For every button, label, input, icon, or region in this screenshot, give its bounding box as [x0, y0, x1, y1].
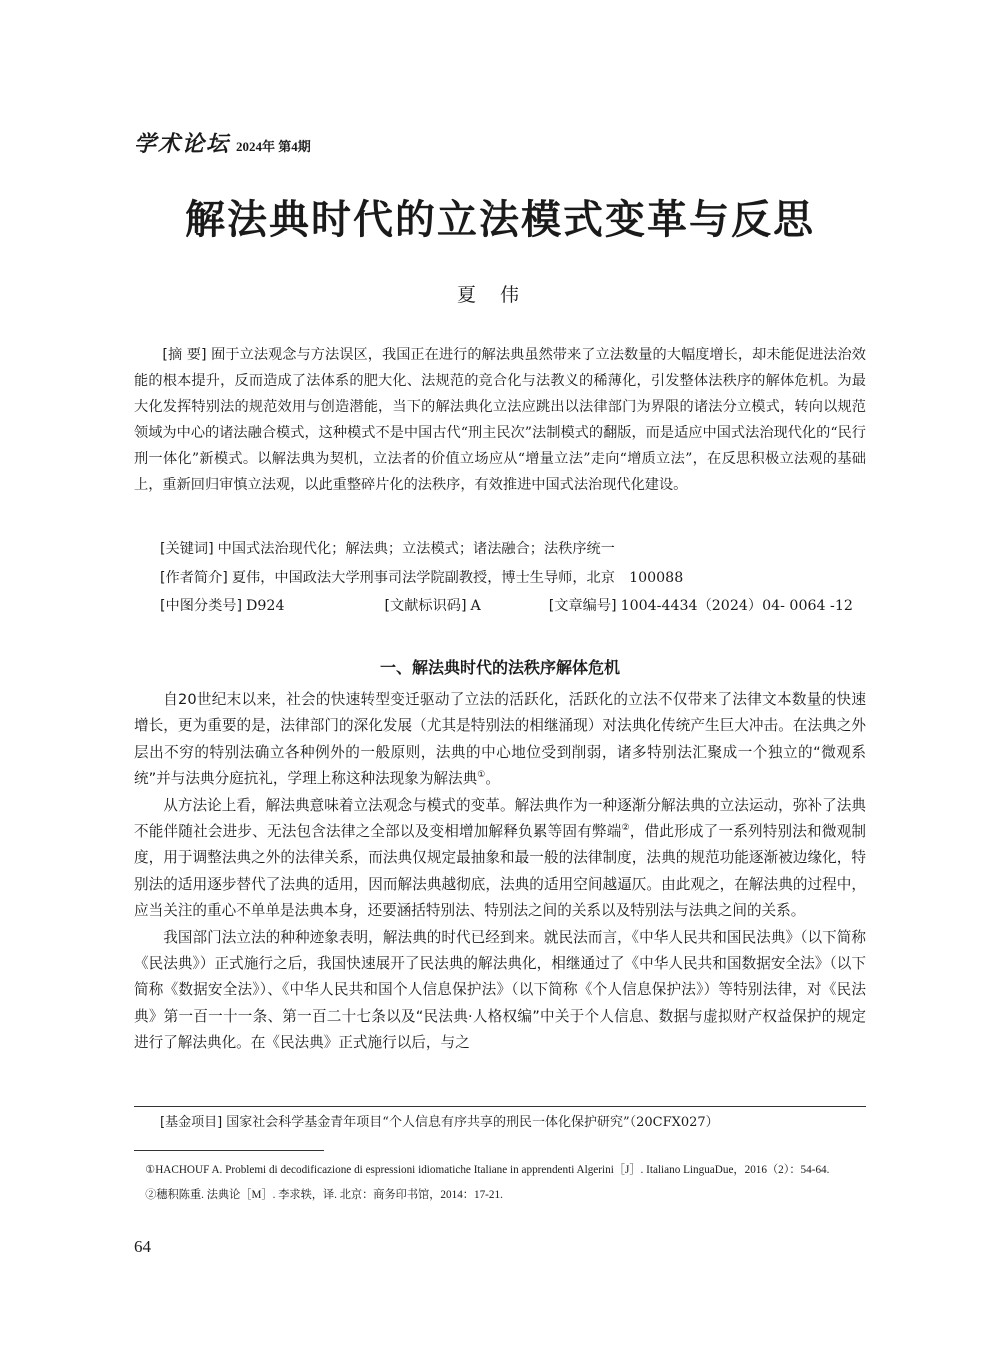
funding	[160, 1112, 719, 1134]
footnote-divider	[134, 1150, 324, 1151]
journal-issue: 2024年 第4期	[236, 139, 311, 154]
article-number-label: [文章编号]	[548, 598, 617, 614]
journal-header	[134, 127, 311, 158]
journal-name: 学术论坛	[134, 131, 231, 157]
footnote-ref: ①	[477, 770, 486, 781]
footnote-ref: ②	[621, 823, 630, 834]
abstract-paragraph	[134, 342, 866, 498]
footnote: ①HACHOUF A. Problemi di decodificazione di espressioni idiomatiche Italiane in apprendenti Algerini［J］. Italiano LinguaDue，2016（2）：54-64.	[145, 1164, 830, 1176]
author-bio-label: [作者简介]	[160, 570, 228, 586]
page-number: 64	[134, 1237, 151, 1256]
article-title: 解法典时代的立法模式变革与反思	[185, 197, 815, 243]
doc-code-value: A	[470, 598, 481, 614]
keywords-text: 中国式法治现代化；解法典；立法模式；诸法融合；法秩序统一	[217, 541, 615, 557]
author-bio-text: 夏伟，中国政法大学刑事司法学院副教授，博士生导师，北京 100088	[231, 570, 684, 586]
doc-code-label: [文献标识码]	[384, 598, 467, 614]
footnote: ②穗积陈重. 法典论［M］. 李求轶，译. 北京：商务印书馆，2014：17-21.	[145, 1189, 503, 1201]
body-paragraph: 自20世纪末以来，社会的快速转型变迁驱动了立法的活跃化，活跃化的立法不仅带来了法律文本数量的快速增长，更为重要的是，法律部门的深化发展（尤其是特别法的相继涌现）对法典化传统产生巨大冲击。在法典之外层出不穷的特别法确立各种例外的一般原则，法典的中心地位受到削弱，诸多特别法汇聚成一个独立的“微观系统”并与法典分庭抗礼，学理上称这种法现象为解法典①。	[134, 691, 866, 788]
body-text	[134, 687, 866, 1057]
section-heading: 一、解法典时代的法秩序解体危机	[379, 658, 620, 677]
body-paragraph: 我国部门法立法的种种迹象表明，解法典的时代已经到来。就民法而言，《中华人民共和国民法典》（以下简称《民法典》）正式施行之后，我国快速展开了民法典的解法典化，相继通过了《中华人民共和国数据安全法》（以下简称《数据安全法》）、《中华人民共和国个人信息保护法》（以下简称《个人信息保护法》）等特别法律，对《民法典》第一百一十一条、第一百二十七条以及“民法典·人格权编”中关于个人信息、数据与虚拟财产权益保护的规定进行了解法典化。在《民法典》正式施行以后，与之	[134, 928, 866, 1052]
body-paragraph: 从方法论上看，解法典意味着立法观念与模式的变革。解法典作为一种逐渐分解法典的立法运动，弥补了法典不能伴随社会进步、无法包含法律之全部以及变相增加解释负累等固有弊端②，借此形成了一系列特别法和微观制度，用于调整法典之外的法律关系，而法典仅规定最抽象和最一般的法律制度，法典的规范功能逐渐被边缘化，特别法的适用逐步替代了法典的适用，因而解法典越彻底，法典的适用空间越逼仄。由此观之，在解法典的过程中，应当关注的重心不单单是法典本身，还要涵括特别法、特别法之间的关系以及特别法与法典之间的关系。	[134, 796, 866, 920]
footnotes	[134, 1160, 866, 1210]
funding-label: [基金项目]	[160, 1115, 223, 1130]
abstract	[134, 342, 866, 498]
article-number-value: 1004-4434（2024）04- 0064 -12	[620, 598, 853, 614]
article-author: 夏伟	[456, 284, 543, 306]
classification	[160, 593, 870, 619]
abstract-text: 囿于立法观念与方法误区，我国正在进行的解法典虽然带来了立法数量的大幅度增长，却未能促进法治效能的根本提升，反而造成了法体系的肥大化、法规范的竞合化与法教义的稀薄化，引发整体法秩序的解体危机。为最大化发挥特别法的规范效用与创造潜能，当下的解法典化立法应跳出以法律部门为界限的诸法分立模式，转向以规范领域为中心的诸法融合模式，这种模式不是中国古代“刑主民次”法制模式的翻版，而是适应中国式法治现代化的“民行刑一体化”新模式。以解法典为契机，立法者的价值立场应从“增量立法”走向“增质立法”，在反思积极立法观的基础上，重新回归审慎立法观，以此重整碎片化的法秩序，有效推进中国式法治现代化建设。	[134, 347, 866, 493]
keywords-label: [关键词]	[160, 541, 214, 557]
keywords	[160, 536, 870, 562]
clc-label: [中图分类号]	[160, 598, 243, 614]
author-bio	[160, 565, 870, 591]
abstract-label: [摘 要]	[162, 347, 207, 363]
divider	[134, 1106, 866, 1107]
clc-value: D924	[246, 598, 285, 614]
funding-text: 国家社会科学基金青年项目“个人信息有序共享的刑民一体化保护研究”（20CFX027）	[226, 1115, 719, 1130]
